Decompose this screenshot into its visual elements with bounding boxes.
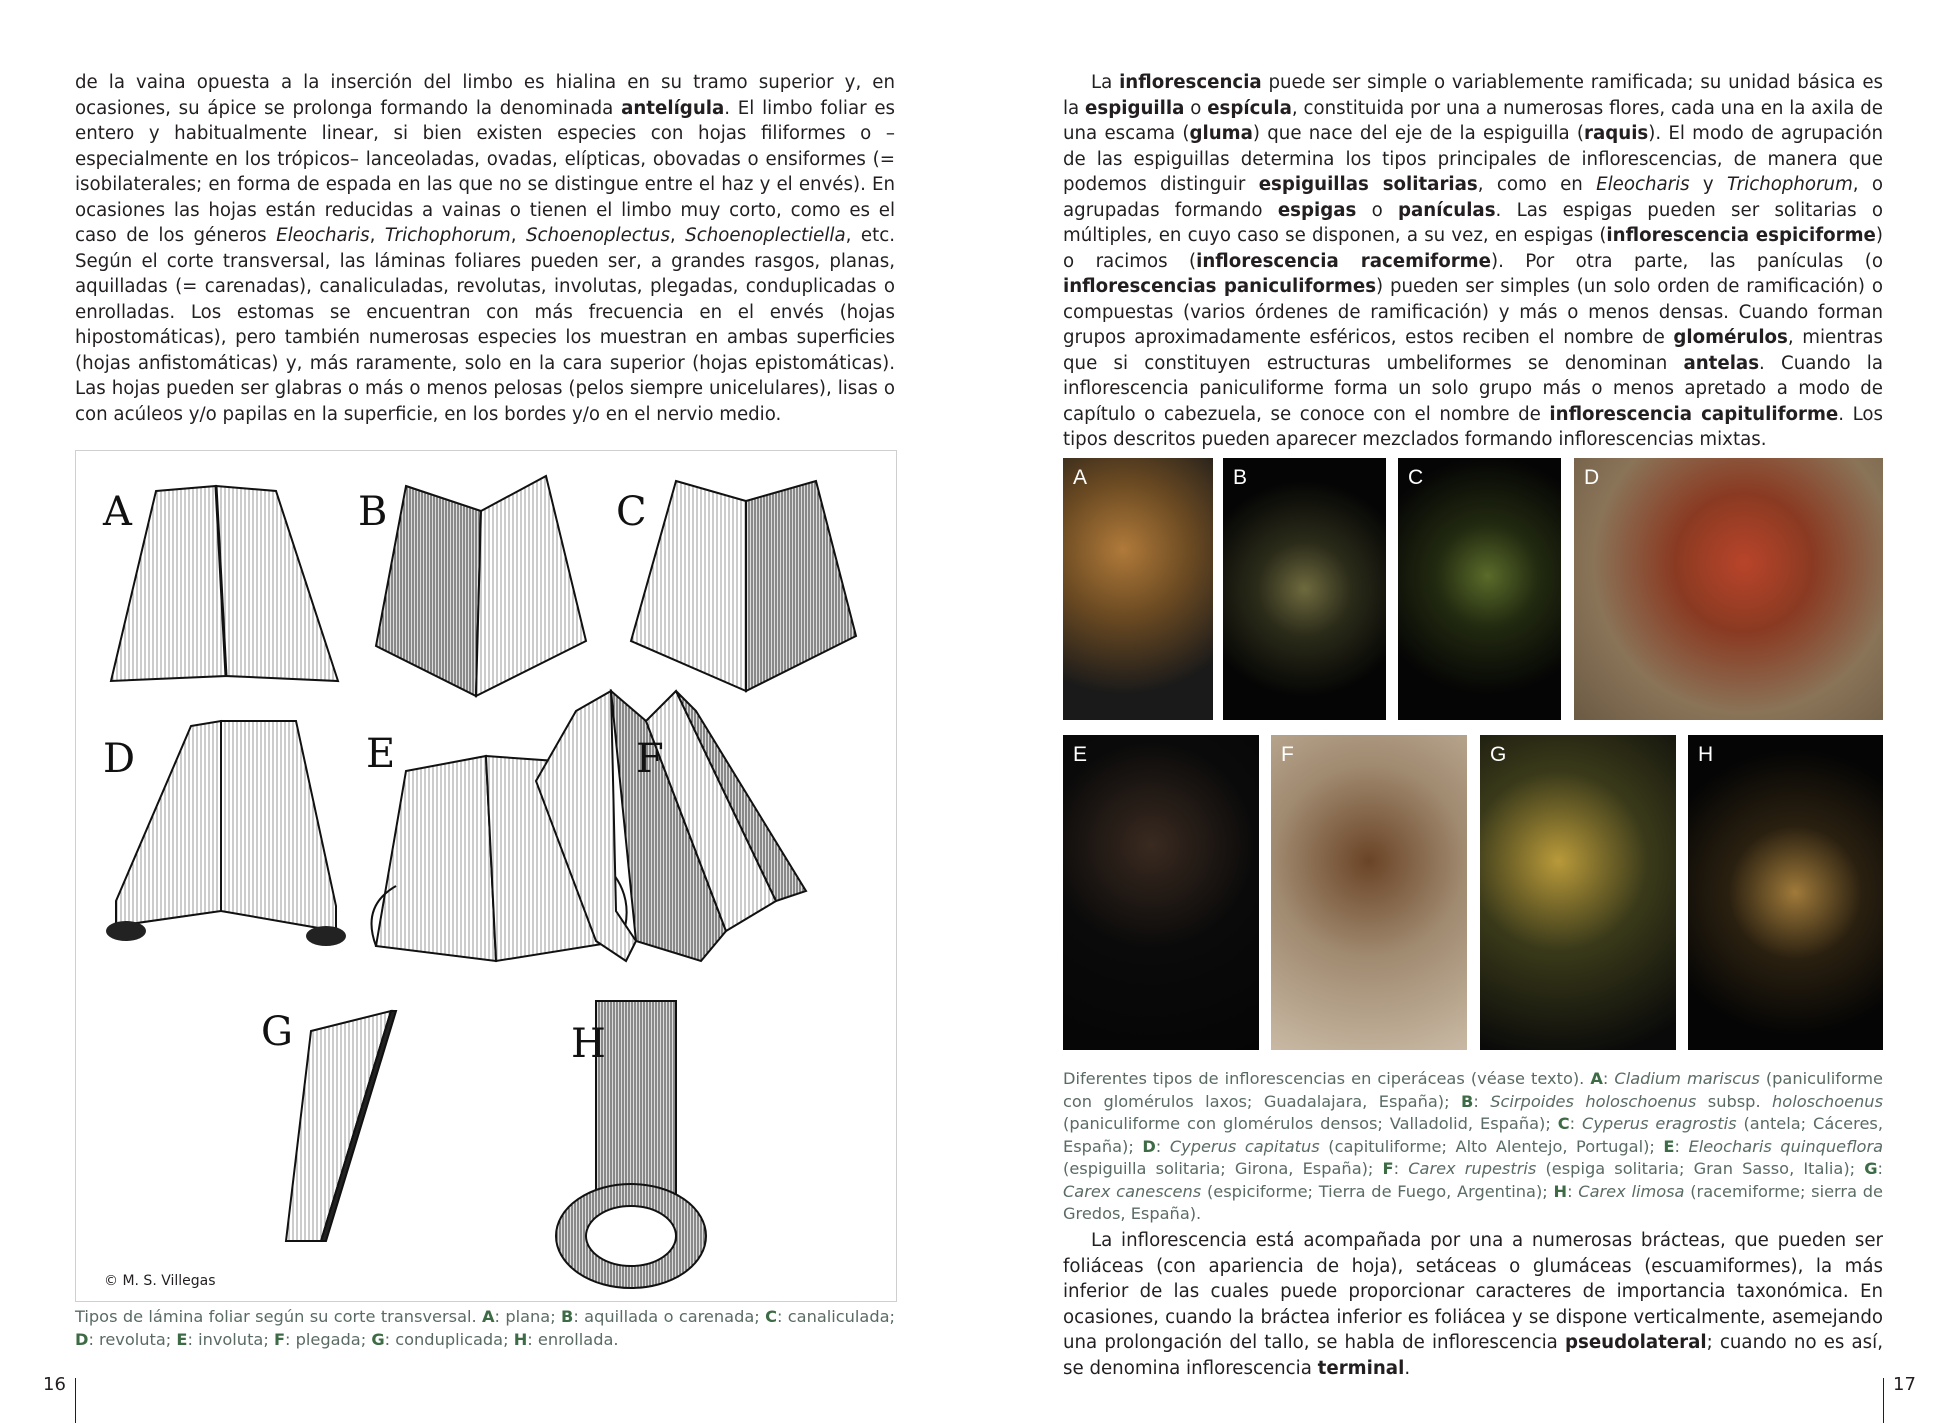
- bold-term: C: [1557, 1114, 1570, 1133]
- text-run: :: [1155, 1136, 1170, 1156]
- italic-term: Schoenoplectus: [525, 225, 670, 246]
- text-run: subsp.: [1696, 1091, 1773, 1111]
- text-run: . El limbo foliar es entero y habitualmente linear, si bien existen especies con hojas filiformes o –especialmente en los trópicos– lanceoladas, ovadas, elípticas, obovadas o ensiformes (= isobilaterales; en forma de espada en las que no se distingue entre el haz y el envés). En ocasiones las hojas están reducidas a vainas o tienen el limbo muy corto, como es el caso de los géneros: [75, 97, 896, 246]
- text-run: : canaliculada;: [776, 1307, 895, 1326]
- page-number-left: 16: [43, 1374, 66, 1395]
- leaf-drawing-a: [111, 486, 338, 681]
- bold-term: D: [1142, 1136, 1156, 1156]
- text-run: ,: [669, 225, 686, 246]
- leaf-label-g: G: [261, 1009, 293, 1055]
- text-run: : involuta;: [187, 1329, 274, 1349]
- bold-term: G: [371, 1329, 385, 1349]
- leaf-label-b: B: [358, 489, 388, 535]
- text-run: ,: [369, 225, 385, 246]
- bold-term: inflorescencia espiciforme: [1606, 225, 1876, 246]
- text-run: (capituliforme; Alto Alentejo, Portugal);: [1319, 1136, 1664, 1156]
- photo-c-cyperus-eragrostis: [1398, 458, 1561, 720]
- photo-d-cyperus-capitatus: [1574, 458, 1883, 720]
- text-run: puede ser simple o variablemente ramificada; su unidad básica es la: [1063, 72, 1884, 119]
- text-run: . Las espigas pueden ser solitarias o múltiples, en cuyo caso se disponen, a su vez, en espigas (: [1063, 199, 1883, 246]
- text-run: :: [1567, 1181, 1579, 1201]
- text-run: . Cuando la inflorescencia paniculiforme forma un solo grupo más o menos apretado a modo de capítulo o cabezuela, se conoce con el nombre de: [1063, 352, 1883, 425]
- text-run: (paniculiforme con glomérulos laxos; Guadalajara, España);: [1063, 1069, 1883, 1111]
- bold-term: espigas: [1277, 199, 1357, 221]
- bold-term: B: [561, 1307, 574, 1326]
- left-column: [75, 70, 895, 427]
- text-run: : plana;: [494, 1307, 562, 1326]
- bold-term: B: [1460, 1091, 1474, 1111]
- right-column: [1063, 70, 1883, 453]
- text-run: ,: [510, 225, 526, 246]
- right-margin-line: [1883, 1378, 1884, 1423]
- page-number-right: 17: [1893, 1374, 1916, 1395]
- photo-label-c: C: [1408, 466, 1424, 489]
- bold-term: H: [1553, 1181, 1568, 1201]
- text-run: : conduplicada;: [384, 1329, 514, 1349]
- text-run: : plegada;: [285, 1329, 372, 1349]
- italic-term: Eleocharis: [1596, 174, 1690, 195]
- leaf-drawing-c: [631, 481, 856, 691]
- italic-term: holoschoenus: [1772, 1091, 1884, 1111]
- bold-term: terminal: [1317, 1357, 1405, 1379]
- photo-label-g: G: [1490, 743, 1507, 766]
- leaf-label-h: H: [571, 1021, 606, 1067]
- text-run: (espiga solitaria; Gran Sasso, Italia);: [1536, 1159, 1865, 1178]
- bold-term: glomérulos: [1673, 327, 1788, 348]
- bold-term: A: [482, 1307, 495, 1326]
- italic-term: Trichophorum: [1726, 174, 1853, 195]
- text-run: : aquillada o carenada;: [573, 1307, 766, 1326]
- text-run: ; cuando no es así, se denomina inflorescencia: [1063, 1332, 1883, 1379]
- text-run: de la vaina opuesta a la inserción del limbo es hialina en su tramo superior y, en ocasiones, su ápice se prolonga formando la denominada: [75, 72, 895, 119]
- text-run: :: [1602, 1069, 1615, 1088]
- bold-term: pseudolateral: [1564, 1332, 1707, 1353]
- italic-term: Carex limosa: [1578, 1181, 1685, 1201]
- text-run: ). El modo de agrupación de las espiguillas determina los tipos principales de inflorescencias, de manera que podemos distinguir: [1063, 123, 1884, 195]
- bold-term: C: [765, 1307, 777, 1326]
- left-paragraph-1: [75, 70, 895, 427]
- leaf-drawing-d: [106, 721, 346, 946]
- italic-term: Cyperus eragrostis: [1582, 1114, 1737, 1133]
- text-run: La: [1091, 72, 1120, 93]
- leaf-label-d: D: [103, 736, 136, 782]
- right-figure-caption-block: [1063, 1068, 1883, 1226]
- bold-term: antelígula: [621, 97, 725, 119]
- bold-term: H: [513, 1329, 528, 1349]
- italic-term: Carex rupestris: [1408, 1159, 1537, 1178]
- left-margin-line: [75, 1378, 76, 1423]
- text-run: , mientras que si constituyen estructuras umbeliformes se denominan: [1063, 327, 1884, 374]
- text-run: :: [1569, 1114, 1583, 1133]
- text-run: . Los tipos descritos pueden aparecer mezclados formando inflorescencias mixtas.: [1063, 403, 1883, 450]
- photo-a-cladium-mariscus: [1063, 458, 1213, 720]
- leaf-section-figure: [75, 450, 897, 1302]
- bold-term: inflorescencia: [1119, 72, 1262, 93]
- text-run: , o agrupadas formando: [1063, 174, 1883, 221]
- text-run: ) o racimos (: [1063, 225, 1883, 272]
- text-run: :: [1674, 1136, 1689, 1156]
- text-run: : revoluta;: [88, 1329, 177, 1349]
- bold-term: panículas: [1398, 199, 1496, 221]
- photo-label-h: H: [1698, 743, 1714, 766]
- leaf-label-a: A: [103, 489, 132, 535]
- bold-term: A: [1590, 1069, 1603, 1088]
- text-run: Tipos de lámina foliar según su corte transversal.: [75, 1307, 482, 1326]
- italic-term: Eleocharis: [276, 225, 370, 246]
- text-run: o: [1356, 199, 1398, 221]
- bold-term: espiguillas solitarias: [1258, 174, 1478, 195]
- text-run: o: [1184, 97, 1208, 119]
- text-run: :: [1473, 1091, 1491, 1111]
- text-run: , constituida por una a numerosas flores, cada una en la axila de una escama (: [1063, 97, 1883, 144]
- leaf-label-e: E: [366, 731, 396, 777]
- photo-h-carex-limosa: [1688, 735, 1883, 1050]
- bold-term: D: [75, 1329, 89, 1349]
- left-figure-caption-block: [75, 1306, 895, 1351]
- leaf-section-drawings: [76, 451, 896, 1301]
- italic-term: Cladium mariscus: [1614, 1069, 1760, 1088]
- italic-term: Eleocharis quinqueflora: [1688, 1136, 1884, 1156]
- text-run: ) que nace del eje de la espiguilla (: [1252, 123, 1584, 144]
- italic-term: Scirpoides holoschoenus: [1490, 1091, 1697, 1111]
- italic-term: Trichophorum: [384, 225, 511, 246]
- photo-label-e: E: [1073, 743, 1088, 766]
- text-run: La inflorescencia está acompañada por una a numerosas brácteas, que pueden ser foliáceas (con apariencia de hoja), setáceas o glumáceas (escuamiformes), la más inferior de las cuales puede proporcionar caracteres de importancia taxonómica. En ocasiones, cuando la bráctea inferior es foliácea y se dispone verticalmente, asemejando una prolongación del tallo, se habla de inflorescencia: [1063, 1230, 1883, 1353]
- bold-term: inflorescencia racemiforme: [1196, 250, 1491, 272]
- text-run: :: [1877, 1159, 1884, 1178]
- figure-credit: © M. S. Villegas: [104, 1273, 216, 1289]
- bold-term: inflorescencias paniculiformes: [1063, 276, 1377, 297]
- text-run: , como en: [1477, 174, 1597, 195]
- leaf-drawing-b: [376, 476, 586, 696]
- text-run: (antela; Cáceres, España);: [1063, 1114, 1883, 1156]
- photo-label-b: B: [1233, 466, 1248, 489]
- text-run: y: [1689, 174, 1727, 195]
- bold-term: G: [1864, 1159, 1878, 1178]
- photo-label-f: F: [1281, 743, 1294, 766]
- italic-term: Cyperus capitatus: [1169, 1136, 1320, 1156]
- photo-e-eleocharis: [1063, 735, 1259, 1050]
- text-run: , etc. Según el corte transversal, las láminas foliares pueden ser, a grandes rasgos, planas, aquilladas (= carenadas), canaliculadas, revolutas, involutas, plegadas, conduplicadas o enrolladas. Los estomas se encuentran con más frecuencia en el envés (hojas hipostomáticas), pero también numerosas especies los muestran en ambas superficies (hojas anfistomáticas) y, más raramente, solo en la cara superior (hojas epistomáticas). Las hojas pueden ser glabras o más o menos pelosas (pelos siempre unicelulares), lisas o con acúleos y/o papilas en la superficie, en los bordes y/o en el nervio medio.: [75, 225, 895, 425]
- photo-g-carex-canescens: [1480, 735, 1676, 1050]
- text-run: : enrollada.: [527, 1329, 619, 1349]
- text-run: (espiguilla solitaria; Girona, España);: [1063, 1159, 1383, 1178]
- leaf-label-c: C: [616, 489, 647, 535]
- photo-f-carex-rupestris: [1271, 735, 1467, 1050]
- text-run: (racemiforme; sierra de Gredos, España).: [1063, 1181, 1883, 1223]
- text-run: :: [1393, 1159, 1409, 1178]
- leaf-drawing-g: [286, 1011, 396, 1241]
- right-paragraph-1: [1063, 70, 1883, 453]
- bold-term: espiguilla: [1085, 97, 1185, 119]
- italic-term: Schoenoplectiella: [685, 225, 846, 246]
- bold-term: inflorescencia capituliforme: [1549, 403, 1839, 425]
- bold-term: espícula: [1207, 97, 1292, 119]
- photo-label-a: A: [1073, 466, 1088, 489]
- text-run: (paniculiforme con glomérulos densos; Valladolid, España);: [1063, 1114, 1558, 1133]
- bold-term: F: [1382, 1159, 1394, 1178]
- text-run: .: [1404, 1357, 1411, 1379]
- photo-b-scirpoides: [1223, 458, 1386, 720]
- italic-term: Carex canescens: [1063, 1181, 1202, 1201]
- photo-label-d: D: [1584, 466, 1600, 489]
- bold-term: E: [1663, 1136, 1675, 1156]
- bold-term: F: [273, 1329, 285, 1349]
- text-run: ). Por otra parte, las panículas (o: [1490, 250, 1884, 272]
- right-paragraph-2: [1063, 1228, 1883, 1381]
- right-paragraph-2-block: [1063, 1228, 1883, 1381]
- text-run: ) pueden ser simples (un solo orden de ramificación) o compuestas (varios órdenes de ramificación) y más o menos densas. Cuando forman grupos aproximadamente esféricos, estos reciben el nombre de: [1063, 276, 1883, 348]
- left-figure-caption: [75, 1306, 895, 1351]
- bold-term: antelas: [1683, 352, 1760, 374]
- bold-term: raquis: [1583, 123, 1649, 144]
- right-figure-caption: [1063, 1068, 1883, 1226]
- bold-term: gluma: [1189, 123, 1253, 144]
- text-run: (espiciforme; Tierra de Fuego, Argentina);: [1201, 1181, 1554, 1201]
- bold-term: E: [176, 1329, 188, 1349]
- leaf-label-f: F: [636, 736, 664, 782]
- text-run: Diferentes tipos de inflorescencias en ciperáceas (véase texto).: [1063, 1069, 1591, 1088]
